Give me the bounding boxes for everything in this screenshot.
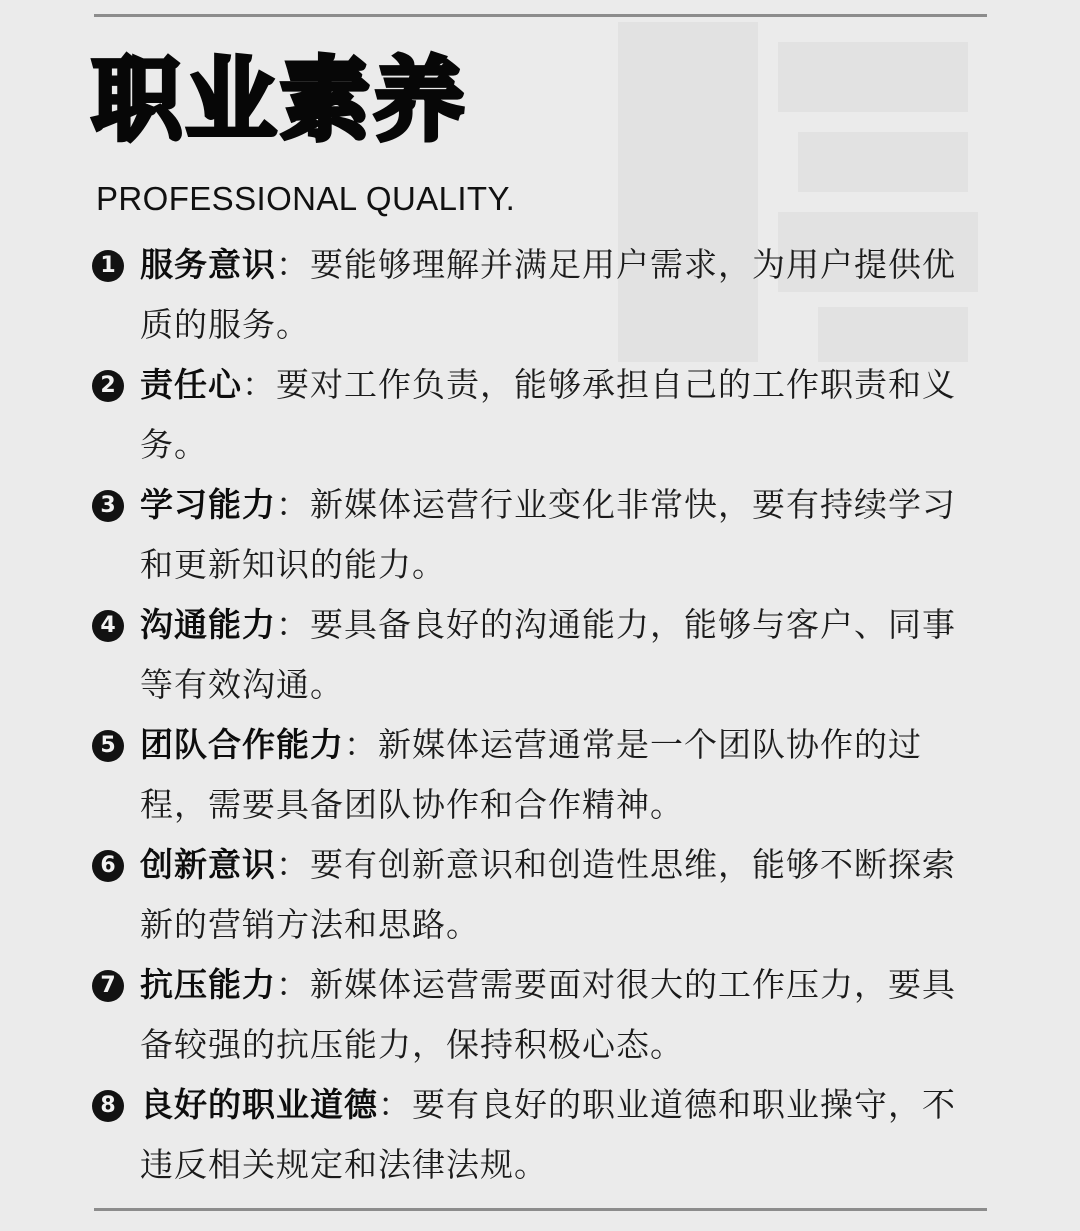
item-separator: ： (242, 365, 276, 404)
item-separator: ： (276, 245, 310, 284)
item-term: 责任心 (140, 365, 242, 404)
item-separator: ： (276, 965, 310, 1004)
item-text (140, 835, 984, 955)
item-separator: ： (378, 1085, 412, 1124)
item-separator: ： (344, 725, 378, 764)
item-text (140, 235, 984, 355)
page-subtitle: PROFESSIONAL QUALITY. (96, 180, 516, 217)
item-description: 要有创新意识和创造性思维，能够不断探索新的营销方法和思路。 (140, 845, 956, 944)
item-separator: ： (276, 845, 310, 884)
list-item (92, 355, 992, 475)
item-text (140, 715, 984, 835)
list-item (92, 1075, 992, 1195)
number-badge: 4 (92, 610, 124, 642)
quality-list (92, 235, 992, 1195)
item-text (140, 1075, 984, 1195)
item-term: 创新意识 (140, 845, 276, 884)
item-description: 要有良好的职业道德和职业操守，不违反相关规定和法律法规。 (140, 1085, 956, 1184)
item-text (140, 955, 984, 1075)
list-item (92, 475, 992, 595)
item-separator: ： (276, 485, 310, 524)
item-term: 团队合作能力 (140, 725, 344, 764)
item-term: 抗压能力 (140, 965, 276, 1004)
item-description: 要对工作负责，能够承担自己的工作职责和义务。 (140, 365, 956, 464)
number-badge: 6 (92, 850, 124, 882)
item-description: 新媒体运营通常是一个团队协作的过程，需要具备团队协作和合作精神。 (140, 725, 922, 824)
item-term: 良好的职业道德 (140, 1085, 378, 1124)
number-badge: 1 (92, 250, 124, 282)
number-badge: 7 (92, 970, 124, 1002)
number-badge: 3 (92, 490, 124, 522)
item-text (140, 595, 984, 715)
list-item (92, 235, 992, 355)
list-item (92, 835, 992, 955)
item-term: 服务意识 (140, 245, 276, 284)
list-item (92, 715, 992, 835)
item-text (140, 355, 984, 475)
top-divider (94, 14, 987, 17)
item-text (140, 475, 984, 595)
number-badge: 5 (92, 730, 124, 762)
item-description: 新媒体运营行业变化非常快，要有持续学习和更新知识的能力。 (140, 485, 956, 584)
item-description: 要具备良好的沟通能力，能够与客户、同事等有效沟通。 (140, 605, 956, 704)
number-badge: 8 (92, 1090, 124, 1122)
bottom-divider (94, 1208, 987, 1211)
item-separator: ： (276, 605, 310, 644)
number-badge: 2 (92, 370, 124, 402)
item-description: 要能够理解并满足用户需求，为用户提供优质的服务。 (140, 245, 956, 344)
page-title: 职业素养 (92, 48, 468, 153)
item-term: 沟通能力 (140, 605, 276, 644)
item-description: 新媒体运营需要面对很大的工作压力，要具备较强的抗压能力，保持积极心态。 (140, 965, 956, 1064)
list-item (92, 955, 992, 1075)
list-item (92, 595, 992, 715)
item-term: 学习能力 (140, 485, 276, 524)
